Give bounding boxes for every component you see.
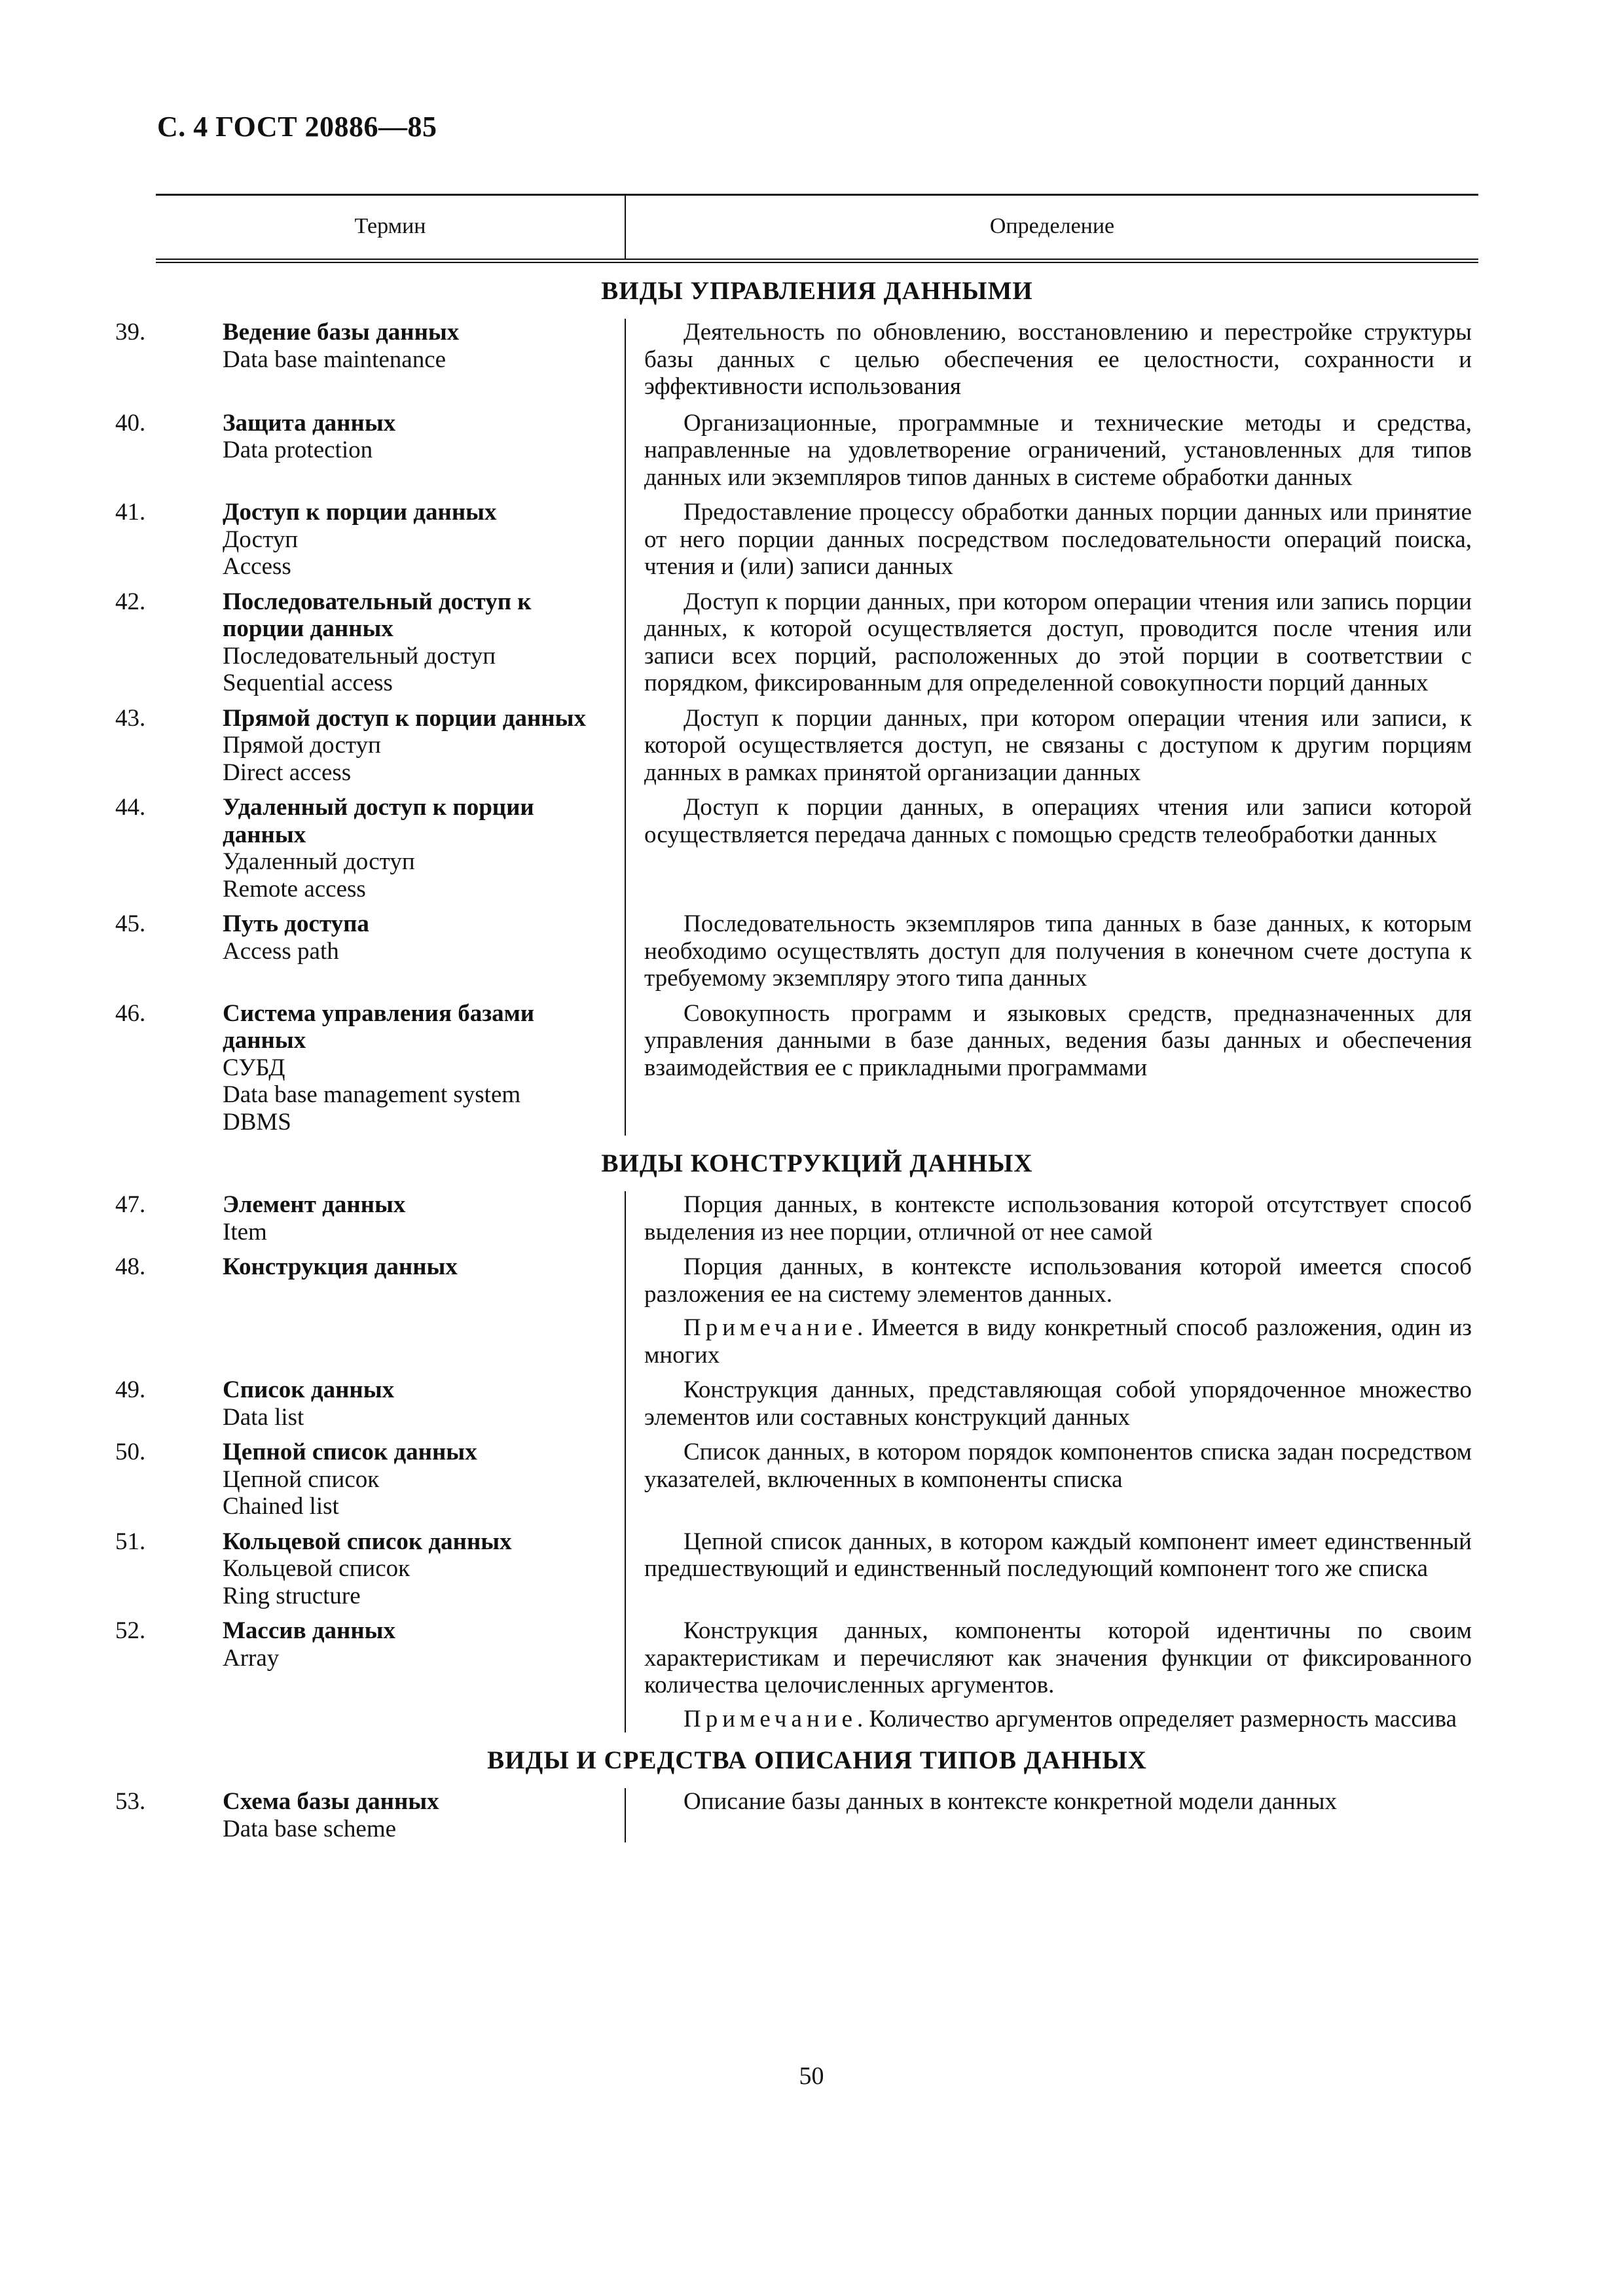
term-cell bbox=[115, 794, 625, 903]
term-name: Удаленный доступ к порции данных bbox=[223, 794, 534, 848]
term-synonym: Кольцевой список bbox=[223, 1555, 410, 1582]
term-heading bbox=[115, 588, 605, 643]
definition-cell bbox=[625, 1000, 1478, 1082]
definition-cell bbox=[625, 499, 1478, 581]
definition-text: Последовательность экземпляров типа данных в базе данных, к которым необходимо осуществлять доступ для получения в конечном счете доступа к требуемому экземпляру этого типа данных bbox=[644, 910, 1472, 992]
term-entry bbox=[115, 1376, 1478, 1439]
term-synonym: Remote access bbox=[223, 875, 366, 903]
definition-text: Порция данных, в контексте использования которой отсутствует способ выделения из нее порции, отличной от нее самой bbox=[644, 1191, 1472, 1246]
term-cell bbox=[115, 1253, 625, 1281]
term-heading bbox=[115, 1191, 605, 1219]
term-entry bbox=[115, 588, 1478, 705]
term-entry bbox=[115, 409, 1478, 499]
term-entry bbox=[115, 1191, 1478, 1253]
term-cell bbox=[115, 1528, 625, 1610]
term-heading bbox=[115, 1617, 605, 1645]
definition-text: Список данных, в котором порядок компонентов списка задан посредством указателей, включенных в компоненты списка bbox=[644, 1439, 1472, 1493]
term-number: 39. bbox=[115, 319, 146, 346]
section-entries bbox=[115, 1788, 1478, 1842]
term-entry bbox=[115, 704, 1478, 795]
term-name: Ведение базы данных bbox=[223, 319, 460, 346]
definition-cell bbox=[625, 1528, 1478, 1583]
term-synonym: Array bbox=[223, 1644, 280, 1672]
term-number: 48. bbox=[115, 1253, 146, 1280]
term-name: Схема базы данных bbox=[223, 1788, 439, 1815]
term-entry bbox=[115, 1617, 1478, 1732]
term-name: Защита данных bbox=[223, 409, 396, 437]
definition-text: Деятельность по обновлению, восстановлению и перестройке структуры базы данных с целью обеспечения ее целостности, сохранности и эффективности использования bbox=[644, 319, 1472, 400]
term-name: Конструкция данных bbox=[223, 1253, 458, 1280]
note-text: . Имеется в виду конкретный способ разложения, один из многих bbox=[644, 1314, 1472, 1369]
term-synonym: Data base maintenance bbox=[223, 346, 447, 373]
term-name: Массив данных bbox=[223, 1617, 396, 1644]
term-entry bbox=[115, 910, 1478, 1000]
term-column-header: Термин bbox=[354, 214, 426, 238]
term-name: Путь доступа bbox=[223, 910, 369, 937]
section-title: ВИДЫ КОНСТРУКЦИЙ ДАННЫХ bbox=[601, 1149, 1033, 1177]
definition-cell bbox=[625, 1617, 1478, 1732]
note-text: . Количество аргументов определяет размерность массива bbox=[857, 1705, 1457, 1732]
definition-text: Предоставление процессу обработки данных порции данных или принятие от него порции данных посредством последовательности операций поиска, чтения и (или) записи данных bbox=[644, 499, 1472, 580]
term-name: Прямой доступ к порции данных bbox=[223, 704, 586, 732]
term-number: 50. bbox=[115, 1439, 146, 1465]
definition-cell bbox=[625, 1376, 1478, 1431]
term-heading bbox=[115, 1253, 605, 1281]
term-entry bbox=[115, 1788, 1478, 1842]
term-heading bbox=[115, 999, 605, 1054]
term-synonym: Direct access bbox=[223, 759, 352, 786]
term-cell bbox=[115, 910, 625, 965]
term-synonym: Прямой доступ bbox=[223, 732, 381, 759]
note-label: Примечание bbox=[684, 1705, 857, 1732]
section-entries bbox=[115, 319, 1478, 1136]
term-synonym: Data protection bbox=[223, 437, 373, 463]
term-heading bbox=[115, 1788, 605, 1816]
term-number: 53. bbox=[115, 1788, 146, 1815]
term-cell bbox=[115, 1191, 625, 1246]
definition-text: Организационные, программные и технические методы и средства, направленные на удовлетворение ограничений, установленных для типов данных или экземпляров типов данных в системе обработки данных bbox=[644, 409, 1472, 491]
term-cell bbox=[115, 1617, 625, 1672]
terms-table bbox=[115, 194, 1478, 1842]
term-cell bbox=[115, 999, 625, 1136]
term-cell bbox=[115, 409, 625, 464]
term-heading bbox=[115, 1528, 605, 1556]
definition-cell bbox=[625, 410, 1478, 492]
term-synonym: СУБД bbox=[223, 1054, 285, 1081]
term-cell bbox=[115, 588, 625, 697]
term-name: Доступ к порции данных bbox=[223, 499, 497, 526]
term-name: Цепной список данных bbox=[223, 1439, 477, 1465]
term-cell bbox=[115, 1788, 625, 1842]
term-number: 49. bbox=[115, 1376, 146, 1403]
definition-cell bbox=[625, 1191, 1478, 1246]
term-number: 52. bbox=[115, 1617, 146, 1644]
term-synonym: Access bbox=[223, 553, 291, 580]
term-entry bbox=[115, 999, 1478, 1136]
term-name: Список данных bbox=[223, 1376, 395, 1403]
term-synonym: Data base management system bbox=[223, 1081, 521, 1108]
definition-column-header: Определение bbox=[989, 214, 1115, 238]
term-synonym: Цепной список bbox=[223, 1465, 380, 1493]
definition-text: Конструкция данных, компоненты которой идентичны по своим характеристикам и перечисляют как значения функции от фиксированного количества целочисленных аргументов. bbox=[644, 1617, 1472, 1698]
term-synonym: Data list bbox=[223, 1403, 304, 1431]
definition-text: Порция данных, в контексте использования которой имеется способ разложения ее на систему элементов данных. bbox=[644, 1253, 1472, 1308]
section-title: ВИДЫ УПРАВЛЕНИЯ ДАННЫМИ bbox=[601, 277, 1033, 305]
section-entries bbox=[115, 1191, 1478, 1732]
term-name: Кольцевой список данных bbox=[223, 1528, 512, 1555]
section-title: ВИДЫ И СРЕДСТВА ОПИСАНИЯ ТИПОВ ДАННЫХ bbox=[487, 1746, 1147, 1774]
term-number: 42. bbox=[115, 588, 146, 615]
definition-note bbox=[644, 1314, 1472, 1369]
term-synonym: Chained list bbox=[223, 1493, 339, 1520]
term-heading bbox=[115, 794, 605, 848]
definition-text: Доступ к порции данных, в операциях чтения или записи которой осуществляется передача данных с помощью средств телеобработки данных bbox=[644, 794, 1472, 848]
term-heading bbox=[115, 704, 605, 732]
table-header bbox=[156, 194, 1478, 263]
term-synonym: Последовательный доступ bbox=[223, 642, 496, 670]
definition-cell bbox=[625, 588, 1478, 697]
term-heading bbox=[115, 499, 605, 526]
definition-text: Конструкция данных, представляющая собой упорядоченное множество элементов или составных конструкций данных bbox=[644, 1376, 1472, 1431]
term-entry bbox=[115, 499, 1478, 588]
definition-text: Доступ к порции данных, при котором операции чтения или записи, к которой осуществляется доступ, не связаны с доступом к другим порциям данных в рамках принятой организации данных bbox=[644, 704, 1472, 786]
term-cell bbox=[115, 1439, 625, 1520]
term-cell bbox=[115, 319, 625, 373]
table-body bbox=[115, 263, 1478, 1842]
definition-text: Цепной список данных, в котором каждый компонент имеет единственный предшествующий и единственный последующий компонент того же списка bbox=[644, 1528, 1472, 1582]
term-synonym: Access path bbox=[223, 937, 339, 965]
term-entry bbox=[115, 1253, 1478, 1376]
definition-text: Описание базы данных в контексте конкретной модели данных bbox=[684, 1788, 1337, 1815]
definition-cell bbox=[625, 1253, 1478, 1369]
term-number: 45. bbox=[115, 910, 146, 937]
term-entry bbox=[115, 1439, 1478, 1528]
term-number: 44. bbox=[115, 794, 146, 821]
definition-text: Совокупность программ и языковых средств, предназначенных для управления данными в базе данных, ведения базы данных и обеспечения взаимодействия ее с прикладными программами bbox=[644, 999, 1472, 1081]
definition-text: Доступ к порции данных, при котором операции чтения или запись порции данных, к которой осуществляется доступ, проводится после чтения или записи всех порций, расположенных до этой порции в соответствии с порядком, фиксированным для определенной совокупности порций данных bbox=[644, 588, 1472, 696]
term-entry bbox=[115, 1528, 1478, 1618]
term-synonym: Data base scheme bbox=[223, 1815, 397, 1842]
term-cell bbox=[115, 1376, 625, 1431]
term-number: 41. bbox=[115, 499, 146, 526]
page-number: 50 bbox=[799, 2062, 824, 2090]
definition-note bbox=[644, 1706, 1472, 1733]
term-synonym: Sequential access bbox=[223, 670, 393, 696]
term-synonym: DBMS bbox=[223, 1108, 291, 1136]
definition-cell bbox=[625, 705, 1478, 787]
term-synonym: Ring structure bbox=[223, 1582, 361, 1609]
term-heading bbox=[115, 409, 605, 437]
term-heading bbox=[115, 1439, 605, 1466]
term-synonym: Удаленный доступ bbox=[223, 848, 415, 875]
term-entry bbox=[115, 794, 1478, 910]
note-label: Примечание bbox=[684, 1314, 857, 1341]
term-number: 46. bbox=[115, 999, 146, 1027]
definition-cell bbox=[625, 794, 1478, 848]
term-entry bbox=[115, 319, 1478, 410]
page-header: С. 4 ГОСТ 20886—85 bbox=[157, 111, 437, 143]
term-heading bbox=[115, 1376, 605, 1404]
term-number: 43. bbox=[115, 704, 146, 732]
term-number: 40. bbox=[115, 409, 146, 437]
term-name: Последовательный доступ к порции данных bbox=[223, 588, 532, 642]
term-name: Система управления базами данных bbox=[223, 999, 535, 1054]
definition-cell bbox=[625, 1439, 1478, 1493]
term-heading bbox=[115, 910, 605, 938]
term-name: Элемент данных bbox=[223, 1191, 406, 1218]
term-number: 51. bbox=[115, 1528, 146, 1555]
term-cell bbox=[115, 499, 625, 581]
definition-cell bbox=[625, 1788, 1478, 1816]
definition-cell bbox=[625, 910, 1478, 992]
term-synonym: Доступ bbox=[223, 526, 299, 553]
definition-cell bbox=[625, 319, 1478, 401]
term-number: 47. bbox=[115, 1191, 146, 1218]
term-heading bbox=[115, 319, 605, 346]
term-synonym: Item bbox=[223, 1218, 267, 1246]
term-cell bbox=[115, 704, 625, 787]
